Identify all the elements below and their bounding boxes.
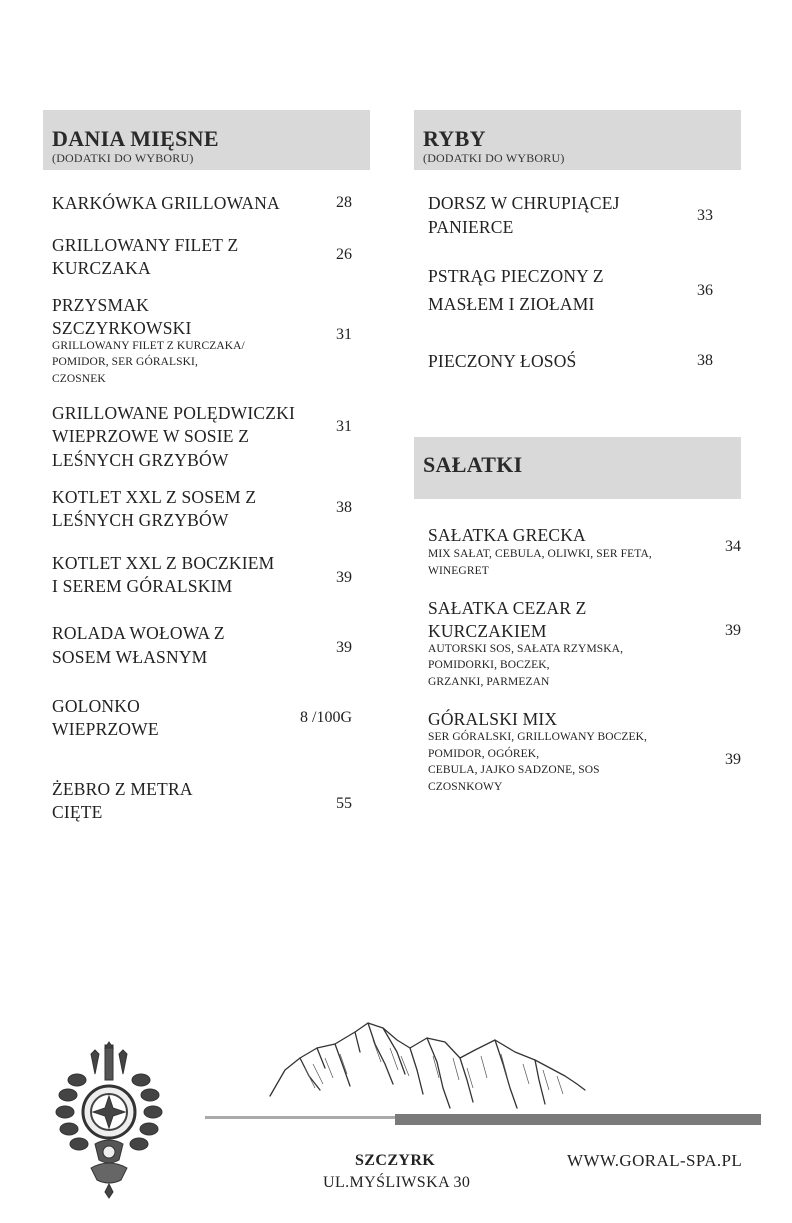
meat-subtitle: (DODATKI DO WYBORU) [52, 151, 194, 165]
menu-item-name: PRZYSMAK [52, 295, 149, 315]
menu-item-price: 36 [697, 282, 713, 299]
menu-item-name: I SEREM GÓRALSKIM [52, 576, 233, 596]
menu-item-name: GOLONKO [52, 696, 140, 716]
mountains-illustration-icon [205, 1018, 761, 1130]
menu-item-name: KURCZAKIEM [428, 621, 547, 641]
footer-website-link[interactable]: WWW.GORAL-SPA.PL [567, 1151, 743, 1170]
menu-item-name: CIĘTE [52, 802, 103, 822]
menu-item-name: ROLADA WOŁOWA Z [52, 623, 225, 643]
menu-item-description: GRZANKI, PARMEZAN [428, 676, 550, 688]
menu-item-description: POMIDOR, OGÓREK, [428, 748, 540, 760]
menu-item-price: 28 [336, 194, 352, 211]
menu-item-name: SOSEM WŁASNYM [52, 647, 208, 667]
meat-title: DANIA MIĘSNE [52, 126, 219, 151]
fish-subtitle: (DODATKI DO WYBORU) [423, 151, 565, 165]
menu-item-name: PIECZONY ŁOSOŚ [428, 351, 577, 371]
menu-item-name: GRILLOWANE POLĘDWICZKI [52, 403, 296, 423]
menu-item-description: GRILLOWANY FILET Z KURCZAKA/ [52, 340, 245, 352]
menu-item-price: 33 [697, 207, 713, 224]
menu-item-name: GÓRALSKI MIX [428, 709, 558, 729]
menu-item-price: 39 [336, 639, 352, 656]
menu-item-name: LEŚNYCH GRZYBÓW [52, 510, 229, 530]
menu-item-description: CEBULA, JAJKO SADZONE, SOS [428, 764, 600, 776]
footer-city: SZCZYRK [355, 1152, 436, 1169]
highlander-parzenica-icon [55, 1040, 165, 1200]
footer-street: UL.MYŚLIWSKA 30 [323, 1174, 471, 1191]
menu-item-name: KOTLET XXL Z BOCZKIEM [52, 553, 275, 573]
menu-item-name: WIEPRZOWE [52, 719, 159, 739]
menu-item-description: SER GÓRALSKI, GRILLOWANY BOCZEK, [428, 731, 648, 743]
menu-item-name: WIEPRZOWE W SOSIE Z [52, 426, 250, 446]
menu-item-description: AUTORSKI SOS, SAŁATA RZYMSKA, [428, 643, 624, 655]
menu-item-price: 39 [725, 622, 741, 639]
menu-item-name: PSTRĄG PIECZONY Z [428, 266, 604, 286]
menu-item-price: 26 [336, 246, 352, 263]
menu-item-name: KURCZAKA [52, 258, 151, 278]
menu-item-name: LEŚNYCH GRZYBÓW [52, 450, 229, 470]
menu-item-description: POMIDORKI, BOCZEK, [428, 659, 550, 671]
menu-item-price: 8 /100G [300, 709, 352, 726]
menu-item-price: 39 [336, 569, 352, 586]
fish-title: RYBY [423, 126, 486, 151]
menu-item-price: 31 [336, 418, 352, 435]
menu-item-price: 31 [336, 326, 352, 343]
menu-item-price: 38 [336, 499, 352, 516]
menu-item-name: SAŁATKA GRECKA [428, 525, 586, 545]
menu-item-name: GRILLOWANY FILET Z [52, 235, 239, 255]
menu-item-description: WINEGRET [428, 565, 489, 577]
menu-item-name: ŻEBRO Z METRA [52, 779, 193, 799]
menu-item-name: SAŁATKA CEZAR Z [428, 598, 587, 618]
menu-item-description: POMIDOR, SER GÓRALSKI, [52, 356, 198, 368]
menu-item-name: PANIERCE [428, 217, 514, 237]
menu-item-name: DORSZ W CHRUPIĄCEJ [428, 193, 620, 213]
salads-title: SAŁATKI [423, 452, 523, 477]
menu-item-price: 39 [725, 751, 741, 768]
menu-item-price: 38 [697, 352, 713, 369]
menu-item-name: MASŁEM I ZIOŁAMI [428, 294, 595, 314]
menu-item-name: KOTLET XXL Z SOSEM Z [52, 487, 257, 507]
menu-item-description: CZOSNKOWY [428, 781, 503, 793]
menu-item-description: MIX SAŁAT, CEBULA, OLIWKI, SER FETA, [428, 548, 652, 560]
menu-item-description: CZOSNEK [52, 373, 106, 385]
menu-item-price: 55 [336, 795, 352, 812]
menu-item-name: KARKÓWKA GRILLOWANA [52, 193, 280, 213]
menu-item-price: 34 [725, 538, 741, 555]
menu-item-name: SZCZYRKOWSKI [52, 318, 192, 338]
